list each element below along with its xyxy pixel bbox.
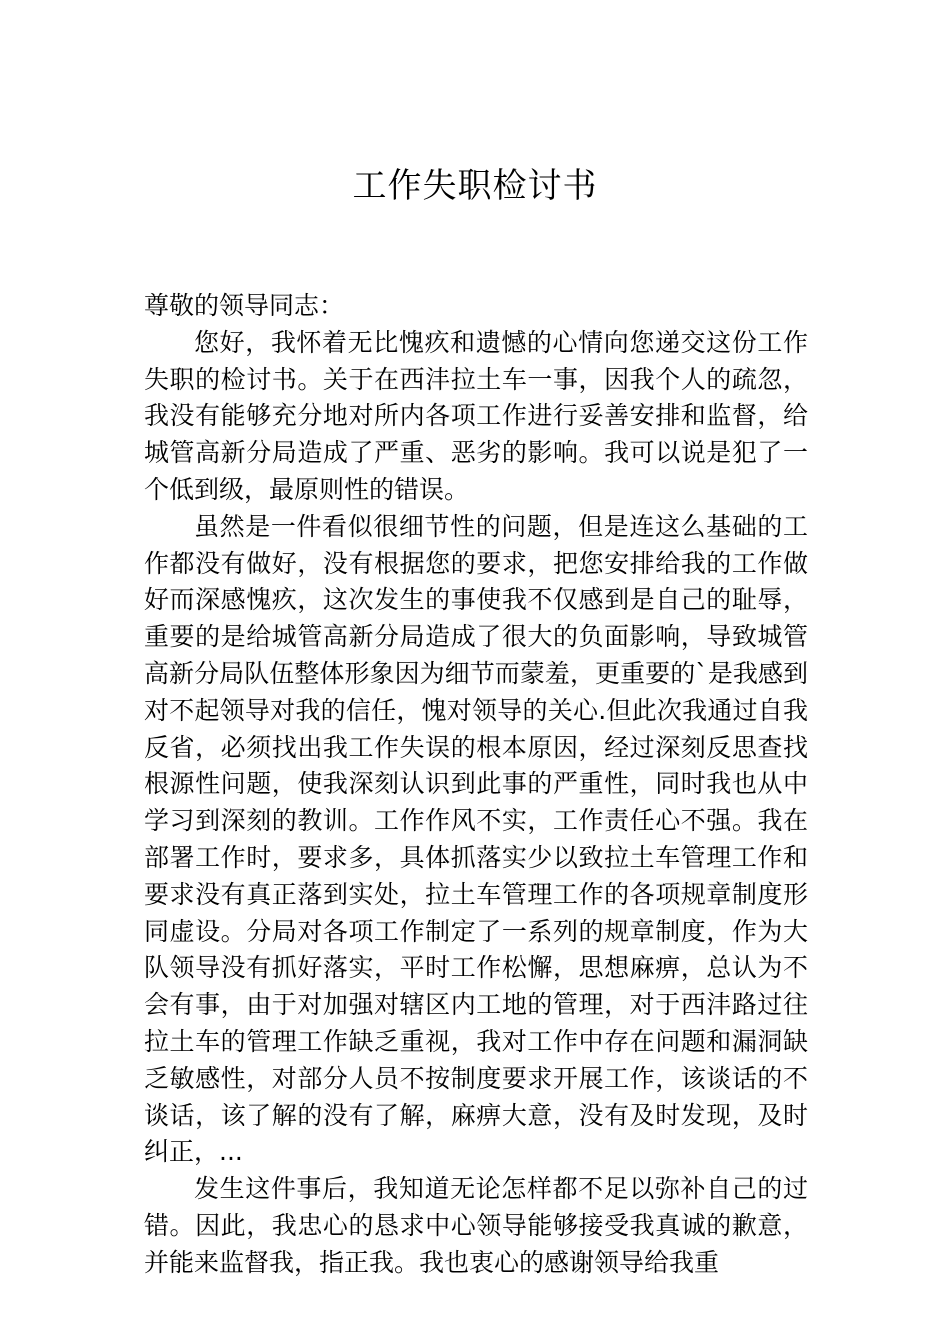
document-title: 工作失职检讨书 [352, 166, 598, 206]
salutation: 尊敬的领导同志： [144, 291, 345, 320]
document-body [144, 288, 808, 1282]
paragraph-1: 您好，我怀着无比愧疚和遗憾的心情向您递交这份工作失职的检讨书。关于在西沣拉土车一事，因我个人的疏忽，我没有能够充分地对所内各项工作进行妥善安排和监督，给城管高新分局造成了严重、恶劣的影响。我可以说是犯了一个低到级，最原则性的错误。 [144, 327, 808, 504]
paragraph-3: 发生这件事后，我知道无论怎样都不足以弥补自己的过错。因此，我忠心的恳求中心领导能够接受我真诚的歉意，并能来监督我，指正我。我也衷心的感谢领导给我重 [144, 1174, 808, 1277]
paragraph-2: 虽然是一件看似很细节性的问题，但是连这么基础的工作都没有做好，没有根据您的要求，把您安排给我的工作做好而深感愧疚，这次发生的事使我不仅感到是自己的耻辱，重要的是给城管高新分局造成了很大的负面影响，导致城管高新分局队伍整体形象因为细节而蒙羞，更重要的`是我感到对不起领导对我的信任，愧对领导的关心.但此次我通过自我反省，必须找出我工作失误的根本原因，经过深刻反思查找根源性问题，使我深刻认识到此事的严重性，同时我也从中学习到深刻的教训。工作作风不实，工作责任心不强。我在部署工作时，要求多，具体抓落实少以致拉土车管理工作和要求没有真正落到实处，拉土车管理工作的各项规章制度形同虚设。分局对各项工作制定了一系列的规章制度，作为大队领导没有抓好落实，平时工作松懈，思想麻痹，总认为不会有事，由于对加强对辖区内工地的管理，对于西沣路过往拉土车的管理工作缺乏重视，我对工作中存在问题和漏洞缺乏敏感性，对部分人员不按制度要求开展工作，该谈话的不谈话，该了解的没有了解，麻痹大意，没有及时发现，及时纠正，... [144, 511, 808, 1167]
